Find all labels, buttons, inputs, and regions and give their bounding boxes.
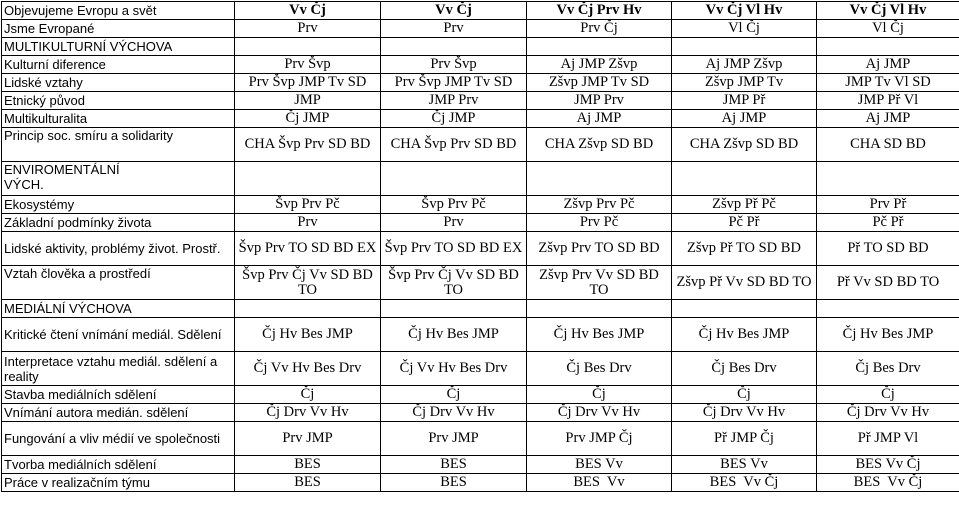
table-cell: Čj Drv Vv Hv <box>527 404 672 422</box>
table-cell: Prv JMP Čj <box>527 422 672 456</box>
table-cell <box>817 38 959 56</box>
table-cell <box>235 38 381 56</box>
header-cell: Vv Čj Vl Hv <box>672 2 817 20</box>
table-cell <box>817 162 959 196</box>
table-cell: Prv Švp <box>381 56 527 74</box>
table-cell: Pč Př <box>672 214 817 232</box>
table-cell: BES <box>381 474 527 492</box>
table-cell: Zšvp Prv Vv SD BD TO <box>527 266 672 300</box>
table-cell: Př TO SD BD <box>817 232 959 266</box>
table-cell: JMP Prv <box>381 92 527 110</box>
table-cell <box>527 300 672 318</box>
table-cell: Švp Prv Čj Vv SD BD TO <box>381 266 527 300</box>
table-cell: Prv <box>235 214 381 232</box>
table-cell: Zšvp JMP Tv SD <box>527 74 672 92</box>
table-cell: Čj Drv Vv Hv <box>235 404 381 422</box>
row-label: Práce v realizačním týmu <box>2 474 235 492</box>
table-cell <box>381 300 527 318</box>
table-cell <box>672 300 817 318</box>
table-cell: CHA Zšvp SD BD <box>527 128 672 162</box>
table-cell: Čj Drv Vv Hv <box>817 404 959 422</box>
table-cell: BES Vv Čj <box>817 474 959 492</box>
table-row <box>2 422 959 456</box>
row-label: Základní podmínky života <box>2 214 235 232</box>
table-row <box>2 266 959 300</box>
table-cell <box>381 162 527 196</box>
table-cell <box>672 38 817 56</box>
table-cell: Aj JMP <box>527 110 672 128</box>
table-row <box>2 474 959 492</box>
header-cell: Vv Čj <box>235 2 381 20</box>
row-label: Tvorba mediálních sdělení <box>2 456 235 474</box>
table-cell: Prv Čj <box>527 20 672 38</box>
table-row <box>2 110 959 128</box>
table-cell: Pč Př <box>817 214 959 232</box>
table-cell: Zšvp Př Vv SD BD TO <box>672 266 817 300</box>
table-cell: Čj Hv Bes JMP <box>817 318 959 352</box>
table-cell: Aj JMP <box>817 56 959 74</box>
section-row <box>2 38 959 56</box>
table-row <box>2 20 959 38</box>
table-cell: Čj JMP <box>381 110 527 128</box>
section-row <box>2 300 959 318</box>
table-cell: Čj <box>817 386 959 404</box>
table-cell: Aj JMP Zšvp <box>672 56 817 74</box>
table-cell: JMP Př Vl <box>817 92 959 110</box>
table-cell: Prv Švp <box>235 56 381 74</box>
table-cell: Čj Drv Vv Hv <box>672 404 817 422</box>
row-label: Multikulturalita <box>2 110 235 128</box>
table-cell <box>527 162 672 196</box>
table-cell <box>527 38 672 56</box>
row-label: Kritické čtení vnímání mediál. Sdělení <box>2 318 235 352</box>
table-cell: Čj Bes Drv <box>672 352 817 386</box>
row-label: Lidské vztahy <box>2 74 235 92</box>
table-cell: Čj Vv Hv Bes Drv <box>235 352 381 386</box>
table-row <box>2 196 959 214</box>
table-cell: JMP Prv <box>527 92 672 110</box>
table-cell: BES Vv <box>672 456 817 474</box>
header-cell: Vv Čj <box>381 2 527 20</box>
table-cell: Př Vv SD BD TO <box>817 266 959 300</box>
table-cell: Vl Čj <box>672 20 817 38</box>
table-cell: Prv <box>381 214 527 232</box>
table-cell: Čj Drv Vv Hv <box>381 404 527 422</box>
table-cell: Čj Hv Bes JMP <box>527 318 672 352</box>
table-cell: BES Vv <box>527 474 672 492</box>
table-row <box>2 456 959 474</box>
table-cell: BES Vv <box>527 456 672 474</box>
table-cell: Čj Hv Bes JMP <box>235 318 381 352</box>
table-cell: CHA SD BD <box>817 128 959 162</box>
table-cell: BES <box>381 456 527 474</box>
table-cell <box>381 38 527 56</box>
cross-curricular-table <box>1 1 959 492</box>
row-label: Ekosystémy <box>2 196 235 214</box>
row-label: Vztah člověka a prostředí <box>2 266 235 300</box>
table-cell: Čj <box>235 386 381 404</box>
table-cell <box>235 300 381 318</box>
table-cell: Zšvp Prv Pč <box>527 196 672 214</box>
table-cell: Zšvp Př TO SD BD <box>672 232 817 266</box>
table-cell: Švp Prv TO SD BD EX <box>381 232 527 266</box>
table-row <box>2 386 959 404</box>
table-cell: JMP Tv Vl SD <box>817 74 959 92</box>
table-cell: Čj JMP <box>235 110 381 128</box>
header-row <box>2 2 959 20</box>
table-cell: Prv JMP <box>381 422 527 456</box>
table-cell: Čj <box>381 386 527 404</box>
table-cell: Př JMP Čj <box>672 422 817 456</box>
table-cell <box>235 162 381 196</box>
table-cell: Aj JMP <box>672 110 817 128</box>
section-row <box>2 162 959 196</box>
table-cell <box>672 162 817 196</box>
table-cell: Švp Prv TO SD BD EX <box>235 232 381 266</box>
row-label: Fungování a vliv médií ve společnosti <box>2 422 235 456</box>
row-label: Interpretace vztahu mediál. sdělení a reality <box>2 352 235 386</box>
table-row <box>2 56 959 74</box>
table-cell: Prv Švp JMP Tv SD <box>381 74 527 92</box>
row-label: Jsme Evropané <box>2 20 235 38</box>
row-label: Princip soc. smíru a solidarity <box>2 128 235 162</box>
table-cell: Čj <box>527 386 672 404</box>
table-cell: BES Vv Čj <box>817 456 959 474</box>
table-cell: Prv <box>381 20 527 38</box>
table-cell: Švp Prv Pč <box>381 196 527 214</box>
table-cell: Zšvp Př Pč <box>672 196 817 214</box>
table-row <box>2 404 959 422</box>
table-cell: BES Vv Čj <box>672 474 817 492</box>
table-cell: Čj <box>672 386 817 404</box>
table-row <box>2 232 959 266</box>
table-row <box>2 92 959 110</box>
table-cell: CHA Švp Prv SD BD <box>381 128 527 162</box>
table-cell: JMP Př <box>672 92 817 110</box>
row-label: Kulturní diference <box>2 56 235 74</box>
table-cell: Čj Bes Drv <box>527 352 672 386</box>
table-cell: Prv Pč <box>527 214 672 232</box>
row-label: Lidské aktivity, problémy život. Prostř. <box>2 232 235 266</box>
table-cell: BES <box>235 456 381 474</box>
table-cell: Prv Švp JMP Tv SD <box>235 74 381 92</box>
table-cell: Čj Bes Drv <box>817 352 959 386</box>
table-cell: Prv <box>235 20 381 38</box>
table-row <box>2 74 959 92</box>
table-cell: Zšvp JMP Tv <box>672 74 817 92</box>
header-cell: Vv Čj Prv Hv <box>527 2 672 20</box>
section-title: MEDIÁLNÍ VÝCHOVA <box>2 300 235 318</box>
row-label: Etnický původ <box>2 92 235 110</box>
table-cell: Zšvp Prv TO SD BD <box>527 232 672 266</box>
table-cell: Př JMP Vl <box>817 422 959 456</box>
table-cell: CHA Švp Prv SD BD <box>235 128 381 162</box>
table-cell <box>817 300 959 318</box>
table-row <box>2 214 959 232</box>
table-row <box>2 128 959 162</box>
table-cell: JMP <box>235 92 381 110</box>
section-title: MULTIKULTURNÍ VÝCHOVA <box>2 38 235 56</box>
table-row <box>2 318 959 352</box>
table-cell: Švp Prv Pč <box>235 196 381 214</box>
header-cell: Vv Čj Vl Hv <box>817 2 959 20</box>
table-cell: Švp Prv Čj Vv SD BD TO <box>235 266 381 300</box>
table-cell: Aj JMP <box>817 110 959 128</box>
table-cell: Aj JMP Zšvp <box>527 56 672 74</box>
row-label: Vnímání autora medián. sdělení <box>2 404 235 422</box>
header-cell: Objevujeme Evropu a svět <box>2 2 235 20</box>
table-cell: Čj Hv Bes JMP <box>672 318 817 352</box>
table-cell: CHA Zšvp SD BD <box>672 128 817 162</box>
table-cell: Prv JMP <box>235 422 381 456</box>
table-cell: Vl Čj <box>817 20 959 38</box>
table-cell: Čj Vv Hv Bes Drv <box>381 352 527 386</box>
row-label: Stavba mediálních sdělení <box>2 386 235 404</box>
section-title: ENVIROMENTÁLNÍ VÝCH. <box>2 162 235 196</box>
table-cell: Prv Př <box>817 196 959 214</box>
table-cell: BES <box>235 474 381 492</box>
table-cell: Čj Hv Bes JMP <box>381 318 527 352</box>
table-row <box>2 352 959 386</box>
